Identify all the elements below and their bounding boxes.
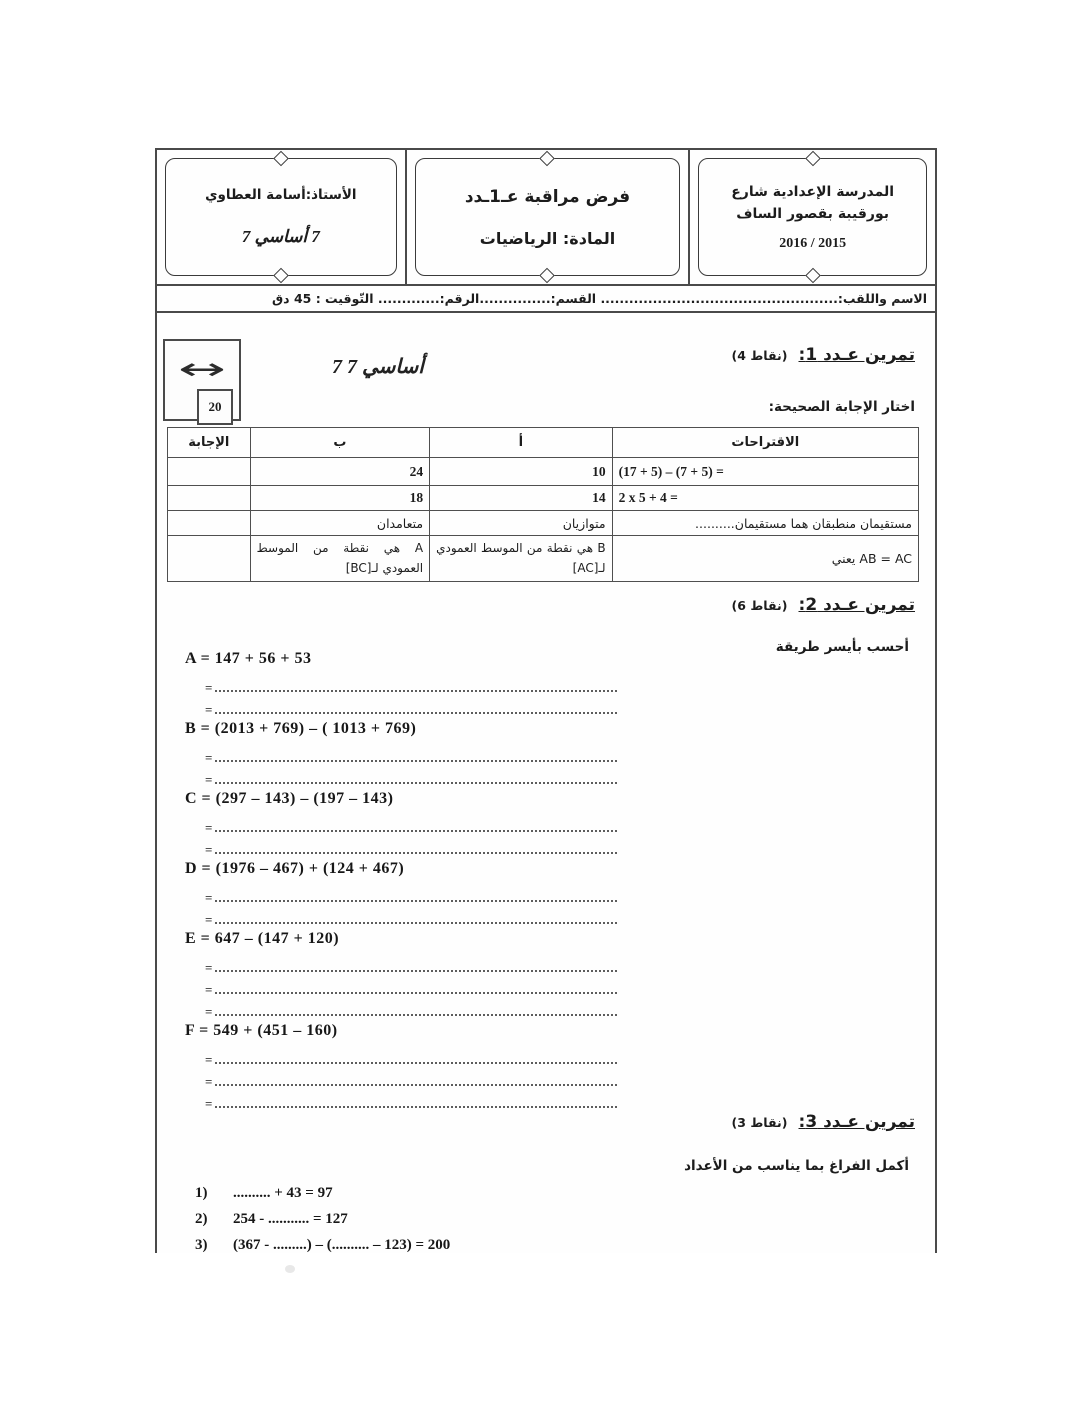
dotted-answer-line	[215, 782, 617, 784]
list-item	[195, 1206, 450, 1232]
equals-sign: =	[205, 912, 213, 927]
name-label: الاسم واللقب:	[837, 291, 927, 306]
school-frame	[698, 158, 927, 276]
equals-sign: =	[205, 842, 213, 857]
expression-block-A	[185, 650, 617, 718]
work-line	[185, 906, 617, 928]
equals-sign: =	[205, 960, 213, 975]
work-line	[185, 674, 617, 696]
exam-title: فرض مراقبة عـ1ـدد	[464, 186, 631, 207]
equals-sign: =	[205, 1052, 213, 1067]
equals-sign: =	[205, 890, 213, 905]
option-b-cell: 18	[250, 486, 429, 511]
item-number: 2)	[195, 1210, 208, 1227]
option-b-cell: A هي نقطة من الموسط العمودي لـ[BC]	[250, 536, 429, 582]
mcq-header-row	[168, 428, 919, 458]
name-blank: ..................................................	[600, 291, 838, 306]
dotted-answer-line	[215, 712, 617, 714]
equals-sign: =	[205, 702, 213, 717]
exercise1-title: تمرين عـدد 1:	[798, 345, 915, 365]
exercise1-instruction: اختار الإجابة الصحيحة:	[768, 399, 915, 415]
table-row	[168, 511, 919, 536]
exercise2-points: (6 نقاط)	[731, 598, 788, 613]
item-equation: .......... + 43 = 97	[233, 1184, 333, 1201]
header-band	[157, 150, 935, 286]
expression-B: B = (2013 + 769) – ( 1013 + 769)	[185, 720, 417, 737]
header-teacher-cell	[157, 150, 405, 284]
proposal-cell: مستقيمان منطبقان هما مستقيمان..........	[612, 511, 918, 536]
work-line	[185, 884, 617, 906]
answer-cell	[168, 486, 251, 511]
exercise2-title: تمرين عـدد 2:	[798, 595, 915, 615]
equals-sign: =	[205, 982, 213, 997]
equals-sign: =	[205, 680, 213, 695]
dotted-answer-line	[215, 1106, 617, 1108]
work-line	[185, 766, 617, 788]
dotted-answer-line	[215, 830, 617, 832]
expression-block-E	[185, 930, 617, 1020]
dotted-answer-line	[215, 1062, 617, 1064]
answer-cell	[168, 458, 251, 486]
work-line	[185, 998, 617, 1020]
work-line	[185, 696, 617, 718]
option-a-cell: 10	[430, 458, 612, 486]
dotted-answer-line	[215, 970, 617, 972]
dotted-answer-line	[215, 760, 617, 762]
number-blank: .............	[377, 291, 440, 306]
school-name-line1: المدرسة الإعدادية شارع	[731, 184, 895, 201]
score-total: 20	[197, 389, 233, 425]
expression-block-B	[185, 720, 617, 788]
teacher-name: الأستاذ:أسامة العطاوي	[205, 187, 357, 203]
col-header-answer: الإجابة	[168, 428, 251, 458]
expression-block-C	[185, 790, 617, 858]
option-b-cell: متعامدان	[250, 511, 429, 536]
expression-D: D = (1976 – 467) + (124 + 467)	[185, 860, 405, 877]
proposal-cell: AB = AC يعني	[612, 536, 918, 582]
work-line	[185, 744, 617, 766]
exercise1-points: (4 نقاط)	[731, 348, 788, 363]
scan-smudge	[285, 1265, 295, 1273]
expression-A: A = 147 + 56 + 53	[185, 650, 312, 667]
equals-sign: =	[205, 1004, 213, 1019]
item-number: 3)	[195, 1236, 208, 1253]
col-header-b: ب	[250, 428, 429, 458]
option-a-cell: متوازيان	[430, 511, 612, 536]
exam-sheet	[155, 148, 937, 1253]
class-label: القسم:	[550, 291, 597, 306]
expressions-area	[185, 650, 617, 1114]
option-a-cell: B هي نقطة من الموسط العمودي لـ[AC]	[430, 536, 612, 582]
equals-sign: =	[205, 820, 213, 835]
option-a-cell: 14	[430, 486, 612, 511]
expression-block-F	[185, 1022, 617, 1112]
item-equation: 254 - ........... = 127	[233, 1210, 348, 1227]
double-arrow-icon: ↔	[178, 352, 226, 387]
student-info-row	[157, 286, 935, 313]
class-blank: ...............	[479, 291, 551, 306]
work-line	[185, 1046, 617, 1068]
dotted-answer-line	[215, 690, 617, 692]
exam-subject: المادة: الرياضيات	[479, 228, 616, 248]
item-number: 1)	[195, 1184, 208, 1201]
table-row	[168, 536, 919, 582]
equals-sign: =	[205, 772, 213, 787]
answer-cell	[168, 511, 251, 536]
exercise3-heading	[732, 1112, 915, 1132]
fill-blank-list	[195, 1180, 450, 1258]
teacher-frame	[165, 158, 397, 276]
expression-F: F = 549 + (451 – 160)	[185, 1022, 338, 1039]
exercise3-instruction: أكمل الفراغ بما يناسب من الأعداد	[684, 1158, 909, 1174]
equals-sign: =	[205, 1096, 213, 1111]
exercise2-instruction: أحسب بأيسر طريقة	[775, 639, 909, 655]
col-header-a: أ	[430, 428, 612, 458]
work-line	[185, 1068, 617, 1090]
dotted-answer-line	[215, 1014, 617, 1016]
school-year: 2015 / 2016	[779, 235, 847, 251]
dotted-answer-line	[215, 922, 617, 924]
header-exam-cell	[405, 150, 689, 284]
work-line	[185, 836, 617, 858]
class-note: 7 أساسي 7	[332, 356, 424, 378]
list-item	[195, 1180, 450, 1206]
col-header-proposals: الاقتراحات	[612, 428, 918, 458]
mcq-table	[167, 427, 919, 582]
work-line	[185, 976, 617, 998]
table-row	[168, 458, 919, 486]
teacher-class: 7 أساسي 7	[241, 227, 320, 246]
exercise2-heading	[732, 595, 915, 615]
dotted-answer-line	[215, 1084, 617, 1086]
work-line	[185, 814, 617, 836]
dotted-answer-line	[215, 992, 617, 994]
expression-E: E = 647 – (147 + 120)	[185, 930, 340, 947]
school-name-line2: بورقيبة بقصور الساف	[736, 206, 889, 222]
equals-sign: =	[205, 750, 213, 765]
item-equation: (367 - .........) – (.......... – 123) = 200	[233, 1236, 451, 1253]
work-line	[185, 954, 617, 976]
dotted-answer-line	[215, 900, 617, 902]
answer-cell	[168, 536, 251, 582]
expression-block-D	[185, 860, 617, 928]
score-box	[163, 339, 241, 421]
expression-C: C = (297 – 143) – (197 – 143)	[185, 790, 394, 807]
proposal-cell: 2 x 5 + 4 =	[612, 486, 918, 511]
time-label: التّوقيت : 45 دق	[272, 291, 374, 306]
exercise3-title: تمرين عـدد 3:	[798, 1112, 915, 1132]
equals-sign: =	[205, 1074, 213, 1089]
proposal-cell: (17 + 5) – (7 + 5) =	[612, 458, 918, 486]
list-item	[195, 1232, 450, 1258]
exercise3-points: (3 نقاط)	[731, 1115, 788, 1130]
exam-frame	[415, 158, 681, 276]
table-row	[168, 486, 919, 511]
exercise1-heading	[732, 345, 915, 365]
work-line	[185, 1090, 617, 1112]
header-school-cell	[688, 150, 935, 284]
option-b-cell: 24	[250, 458, 429, 486]
dotted-answer-line	[215, 852, 617, 854]
number-label: الرقم:	[439, 291, 480, 306]
